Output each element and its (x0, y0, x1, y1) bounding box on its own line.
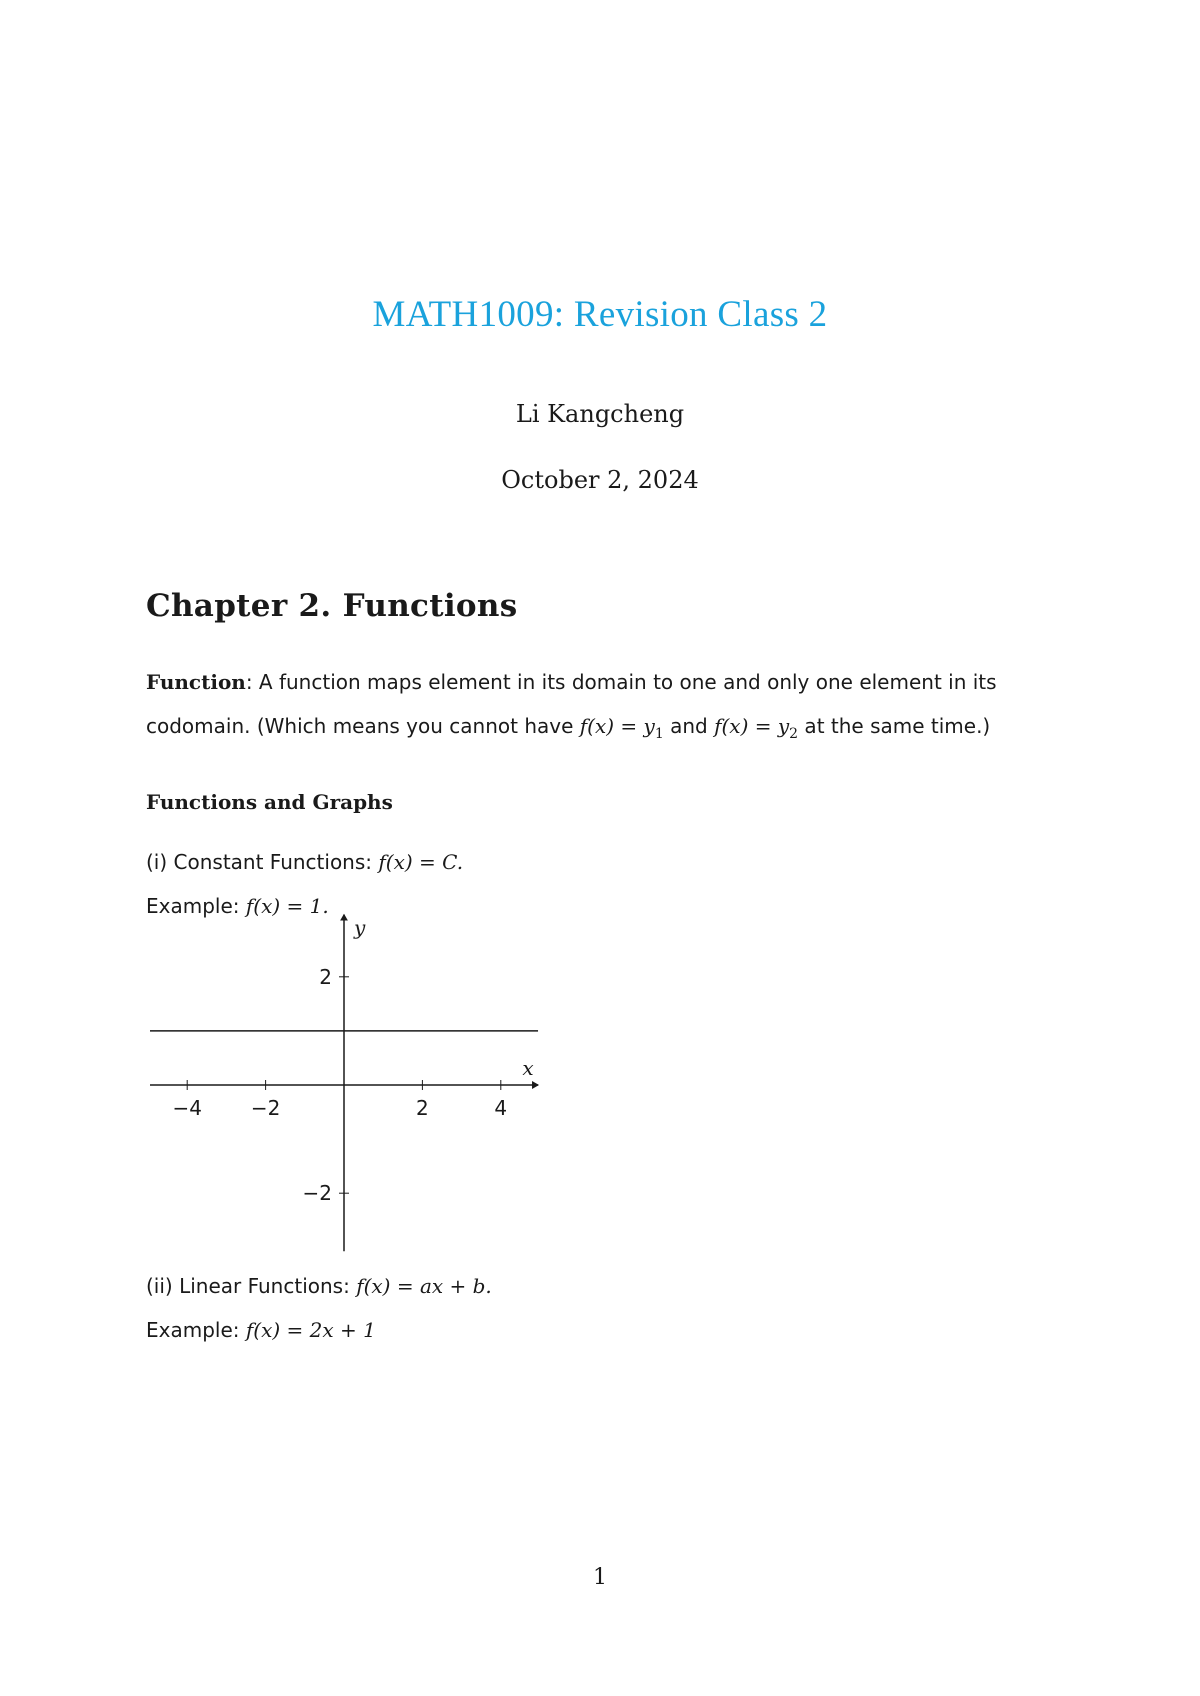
constant-function-label: (i) Constant Functions: (146, 850, 379, 874)
linear-example-line (146, 1318, 376, 1342)
document-title: MATH1009: Revision Class 2 (372, 294, 828, 335)
formula-f-y2: f(x) = y (714, 714, 790, 738)
linear-function-formula: f(x) = ax + b. (356, 1274, 492, 1298)
linear-example-label: Example: (146, 1318, 246, 1342)
y-tick-label: 2 (319, 964, 332, 989)
x-tick-label: −4 (172, 1096, 202, 1120)
document-date: October 2, 2024 (501, 466, 699, 494)
definition-text-1: : A function maps element in its domain to one and only one element in its (245, 670, 997, 694)
page-number: 1 (593, 1565, 607, 1590)
linear-function-line (146, 1274, 492, 1298)
chapter-heading: Chapter 2. Functions (146, 588, 518, 624)
constant-function-formula: f(x) = C. (378, 850, 464, 874)
linear-example-formula: f(x) = 2x + 1 (245, 1318, 376, 1342)
definition-text-2b: and (663, 714, 715, 738)
formula-f-y1: f(x) = y (579, 714, 655, 738)
linear-function-label: (ii) Linear Functions: (146, 1274, 357, 1298)
definition-text-2c: at the same time.) (798, 714, 991, 738)
y-tick-label: −2 (302, 1181, 332, 1206)
subscript-1: 1 (654, 726, 664, 742)
x-tick-label: 4 (494, 1096, 508, 1120)
y-axis-label: y (354, 915, 366, 940)
section-heading: Functions and Graphs (146, 790, 393, 814)
x-tick-label: 2 (416, 1096, 429, 1120)
subscript-2: 2 (789, 726, 799, 742)
author-name: Li Kangcheng (515, 400, 685, 428)
constant-example-formula: f(x) = 1. (245, 894, 329, 918)
constant-example-label: Example: (146, 894, 246, 918)
x-tick-label: −2 (250, 1096, 281, 1120)
definition-text-2a: codomain. (Which means you cannot have (146, 714, 580, 738)
x-axis-label: x (522, 1056, 534, 1080)
definition-term: Function (146, 670, 246, 694)
